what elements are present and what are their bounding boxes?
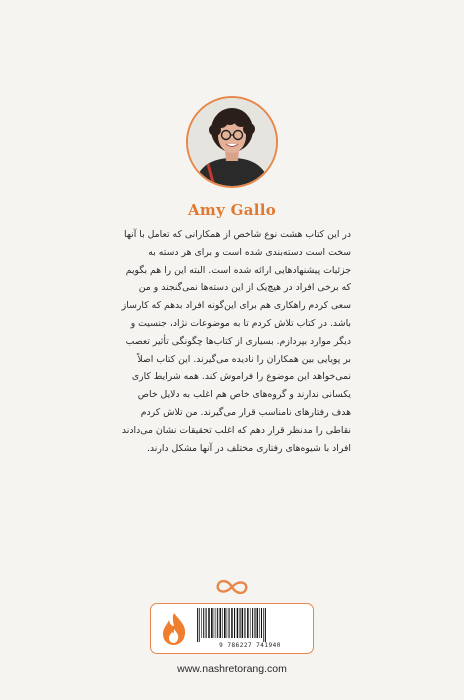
flame-logo-icon <box>158 611 190 647</box>
barcode-bar <box>240 608 241 638</box>
infinity-icon <box>212 576 252 598</box>
description-line: افراد با شیوه‌های رفتاری مختلف در آنها مشکل دارند. <box>146 442 351 454</box>
description-line: سعی کردم راهکاری هم برای این‌گونه افراد بدهم که کارساز <box>121 300 351 312</box>
barcode-bar <box>229 608 230 638</box>
description-line: در این کتاب هشت نوع شاخص از همکارانی که تعامل با آنها <box>124 229 351 240</box>
barcode-bar <box>208 608 210 638</box>
barcode-bar <box>227 608 228 638</box>
description-line: سخت است دسته‌بندی شده است و برای هر دسته به <box>148 246 351 258</box>
description-line: بر پویایی بین همکاران را نادیده می‌گیرند. این کتاب اصلاً <box>137 353 351 365</box>
barcode-bar <box>222 608 223 638</box>
barcode-bar <box>261 608 262 638</box>
barcode-bar <box>244 608 245 638</box>
description-line: جزئیات پیشنهادهایی ارائه شده است. البته این را هم بگویم <box>125 264 351 276</box>
barcode-bar <box>201 608 202 638</box>
barcode-bar <box>257 608 259 638</box>
barcode-bar <box>250 608 251 638</box>
book-description <box>120 226 351 457</box>
barcode-bar <box>231 608 233 638</box>
description-line: هدف رفتارهای نامناسب قرار می‌گیرند. من تلاش کردم <box>140 406 351 418</box>
description-line: که برخی افراد در هیچ‌یک از این دسته‌ها نمی‌گنجند و من <box>138 282 351 294</box>
description-line: باشد. در کتاب تلاش کردم تا به موضوعات نژاد، جنسیت و <box>130 317 351 329</box>
barcode-bar <box>252 608 253 638</box>
barcode-bar <box>211 608 213 638</box>
barcode-bar <box>263 608 264 642</box>
description-line: یکسانی ندارند و گروه‌های خاص هم اغلب به دلایل خاص <box>137 389 351 401</box>
barcode-bar <box>199 608 200 642</box>
barcode-bar <box>234 608 235 638</box>
barcode <box>195 608 305 642</box>
barcode-number: 9 786227 741940 <box>219 642 281 649</box>
barcode-bar <box>214 608 215 638</box>
barcode-bar <box>247 608 249 638</box>
author-photo <box>186 96 278 188</box>
barcode-bar <box>237 608 239 638</box>
author-name: Amy Gallo <box>187 201 277 219</box>
barcode-bar <box>259 608 260 638</box>
barcode-bar <box>197 608 198 642</box>
description-line: نقاطی را مدنظر قرار دهم که اغلب تحقیقات نشان می‌دادند <box>121 424 351 436</box>
description-line: نمی‌خواهد این موضوع را فراموش کند. همه شرایط کاری <box>131 371 351 383</box>
barcode-bar <box>203 608 204 638</box>
barcode-bar <box>206 608 207 638</box>
description-line: دیگر موارد بپردازم. بسیاری از کتاب‌ها چگونگی تأثیر تعصب <box>125 335 351 347</box>
barcode-bar <box>265 608 266 642</box>
barcode-bar <box>217 608 218 638</box>
barcode-bar <box>220 608 222 638</box>
barcode-bar <box>242 608 244 638</box>
barcode-bar <box>254 608 255 638</box>
publisher-website: www.nashretorang.com <box>177 663 287 675</box>
barcode-panel <box>150 603 314 654</box>
barcode-bar <box>216 608 217 638</box>
barcode-bar <box>224 608 226 638</box>
